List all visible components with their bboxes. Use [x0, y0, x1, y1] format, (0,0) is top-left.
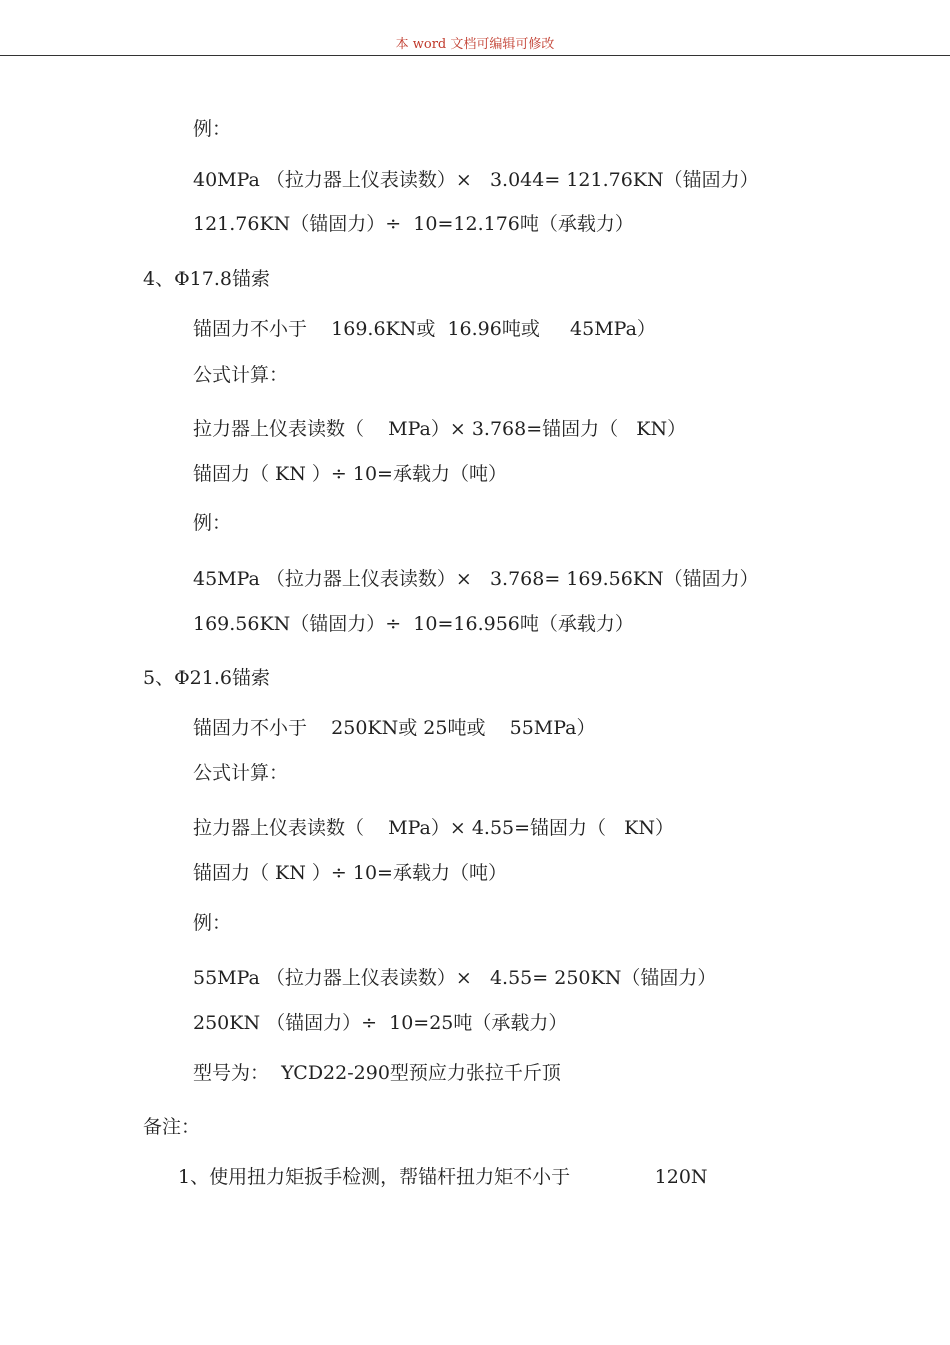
example-formula-line: 45MPa （拉力器上仪表读数）× 3.768= 169.56KN（锚固力）: [193, 568, 759, 590]
formula-label: 公式计算：: [193, 364, 289, 386]
example-formula-line: 40MPa （拉力器上仪表读数）× 3.044= 121.76KN（锚固力）: [193, 169, 759, 191]
example-label: 例：: [193, 512, 232, 534]
example-formula-line: 55MPa （拉力器上仪表读数）× 4.55= 250KN（锚固力）: [193, 967, 717, 989]
remark-item: 1、使用扭力矩扳手检测，帮锚杆扭力矩不小于 120N: [178, 1166, 708, 1188]
header-divider: [0, 55, 950, 56]
requirement-line: 锚固力不小于 250KN或 25吨或 55MPa）: [193, 717, 596, 739]
formula-line: 锚固力（ KN ）÷ 10=承载力（吨）: [193, 463, 507, 485]
example-label: 例：: [193, 118, 232, 140]
section-heading: 5、Φ21.6锚索: [143, 667, 270, 689]
example-result-line: 121.76KN（锚固力）÷ 10=12.176吨（承载力）: [193, 213, 634, 235]
example-result-line: 250KN （锚固力）÷ 10=25吨（承载力）: [193, 1012, 568, 1034]
remarks-heading: 备注：: [143, 1116, 201, 1138]
model-line: 型号为： YCD22-290型预应力张拉千斤顶: [193, 1062, 561, 1084]
formula-line: 拉力器上仪表读数（ MPa）× 4.55=锚固力（ KN）: [193, 817, 674, 839]
header-title: 本 word 文档可编辑可修改: [395, 37, 555, 52]
example-result-line: 169.56KN（锚固力）÷ 10=16.956吨（承载力）: [193, 613, 634, 635]
section-heading: 4、Φ17.8锚索: [143, 268, 270, 290]
formula-label: 公式计算：: [193, 762, 289, 784]
example-label: 例：: [193, 912, 232, 934]
formula-line: 锚固力（ KN ）÷ 10=承载力（吨）: [193, 862, 507, 884]
formula-line: 拉力器上仪表读数（ MPa）× 3.768=锚固力（ KN）: [193, 418, 687, 440]
requirement-line: 锚固力不小于 169.6KN或 16.96吨或 45MPa）: [193, 318, 656, 340]
